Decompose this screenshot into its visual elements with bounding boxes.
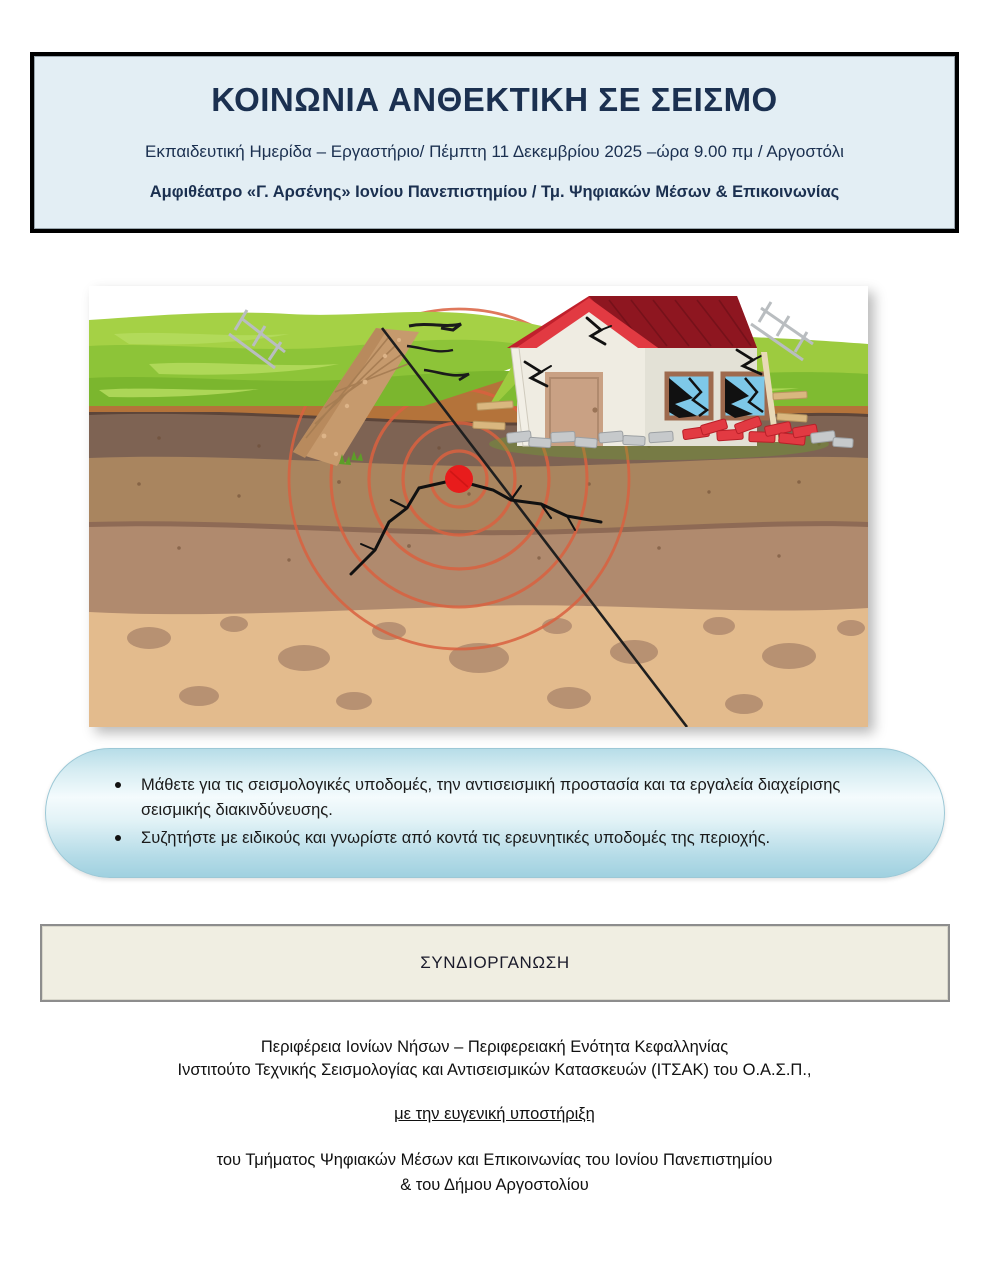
event-datetime-line: Εκπαιδευτική Ημερίδα – Εργαστήριο/ Πέμπτη 11 Δεκεμβρίου 2025 –ώρα 9.00 πμ / Αργοστόλι (145, 142, 844, 162)
house-window-right (723, 374, 767, 418)
page-title: ΚΟΙΝΩΝΙΑ ΑΝΘΕΚΤΙΚΗ ΣΕ ΣΕΙΣΜΟ (211, 81, 778, 118)
footer-credits (0, 1036, 989, 1197)
title-banner (30, 52, 959, 233)
door-handle (592, 407, 597, 412)
organizer-line: Περιφέρεια Ιονίων Νήσων – Περιφερειακή Ενότητα Κεφαλληνίας (260, 1038, 729, 1056)
highlights-callout (45, 748, 945, 878)
list-item (141, 826, 890, 852)
house-window-left (667, 374, 711, 418)
bullet-dot-icon (115, 835, 121, 841)
bullet-dot-icon (115, 782, 121, 788)
earthquake-cross-section-svg (89, 286, 868, 727)
list-item (141, 773, 890, 824)
event-venue-line: Αμφιθέατρο «Γ. Αρσένης» Ιονίου Πανεπιστημίου / Τμ. Ψηφιακών Μέσων & Επικοινωνίας (149, 183, 840, 202)
organizer-line: Ινστιτούτο Τεχνικής Σεισμολογίας και Αντισεισμικών Κατασκευών (ΙΤΣΑΚ) του Ο.Α.Σ.Π., (177, 1061, 812, 1080)
supporter-line: & του Δήμου Αργοστολίου (400, 1175, 589, 1194)
supporter-line: του Τμήματος Ψηφιακών Μέσων και Επικοινωνίας του Ιονίου Πανεπιστημίου (216, 1150, 773, 1169)
highlight-text: Μάθετε για τις σεισμολογικές υποδομές, την αντισεισμική προστασία και τα εργαλεία διαχείρισης σεισμικής διακινδύνευσης. (141, 775, 841, 820)
co-organization-heading: ΣΥΝΔΙΟΡΓΑΝΩΣΗ (420, 953, 570, 972)
highlights-list (46, 773, 944, 854)
co-organization-banner (40, 924, 950, 1002)
support-block (0, 1148, 989, 1198)
highlight-text: Συζητήστε με ειδικούς και γνωρίστε από κοντά τις ερευνητικές υποδομές της περιοχής. (141, 828, 771, 847)
earthquake-illustration (89, 286, 868, 727)
support-label: με την ευγενική υποστήριξη (394, 1104, 595, 1123)
